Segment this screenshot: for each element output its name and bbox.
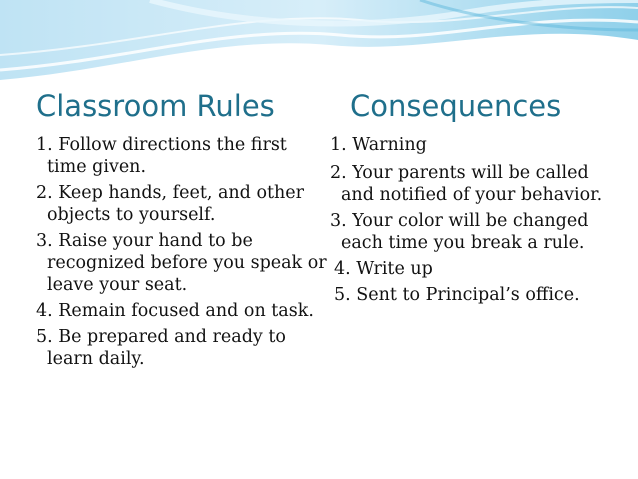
list-item: 3. Your color will be changed each time you break a rule. bbox=[330, 211, 589, 253]
decorative-wave-banner bbox=[0, 0, 638, 80]
list-item: 2. Keep hands, feet, and other objects to yourself. bbox=[36, 183, 305, 225]
list-item: 2. Your parents will be called and notified of your behavior. bbox=[330, 163, 603, 205]
consequences-heading: Consequences bbox=[350, 89, 562, 123]
rules-heading: Classroom Rules bbox=[36, 89, 275, 123]
list-item: 5. Sent to Principal’s office. bbox=[334, 285, 580, 305]
consequences-list bbox=[330, 134, 620, 306]
consequences-column bbox=[330, 86, 620, 310]
rules-column bbox=[36, 86, 328, 374]
list-item: 1. Warning bbox=[330, 135, 427, 155]
list-item: 4. Write up bbox=[334, 259, 433, 279]
list-item: 4. Remain focused and on task. bbox=[36, 301, 314, 321]
list-item: 3. Raise your hand to be recognized before you speak or leave your seat. bbox=[36, 231, 327, 295]
rules-list bbox=[36, 134, 328, 370]
list-item: 5. Be prepared and ready to learn daily. bbox=[36, 327, 286, 369]
list-item: 1. Follow directions the first time given. bbox=[36, 135, 287, 177]
